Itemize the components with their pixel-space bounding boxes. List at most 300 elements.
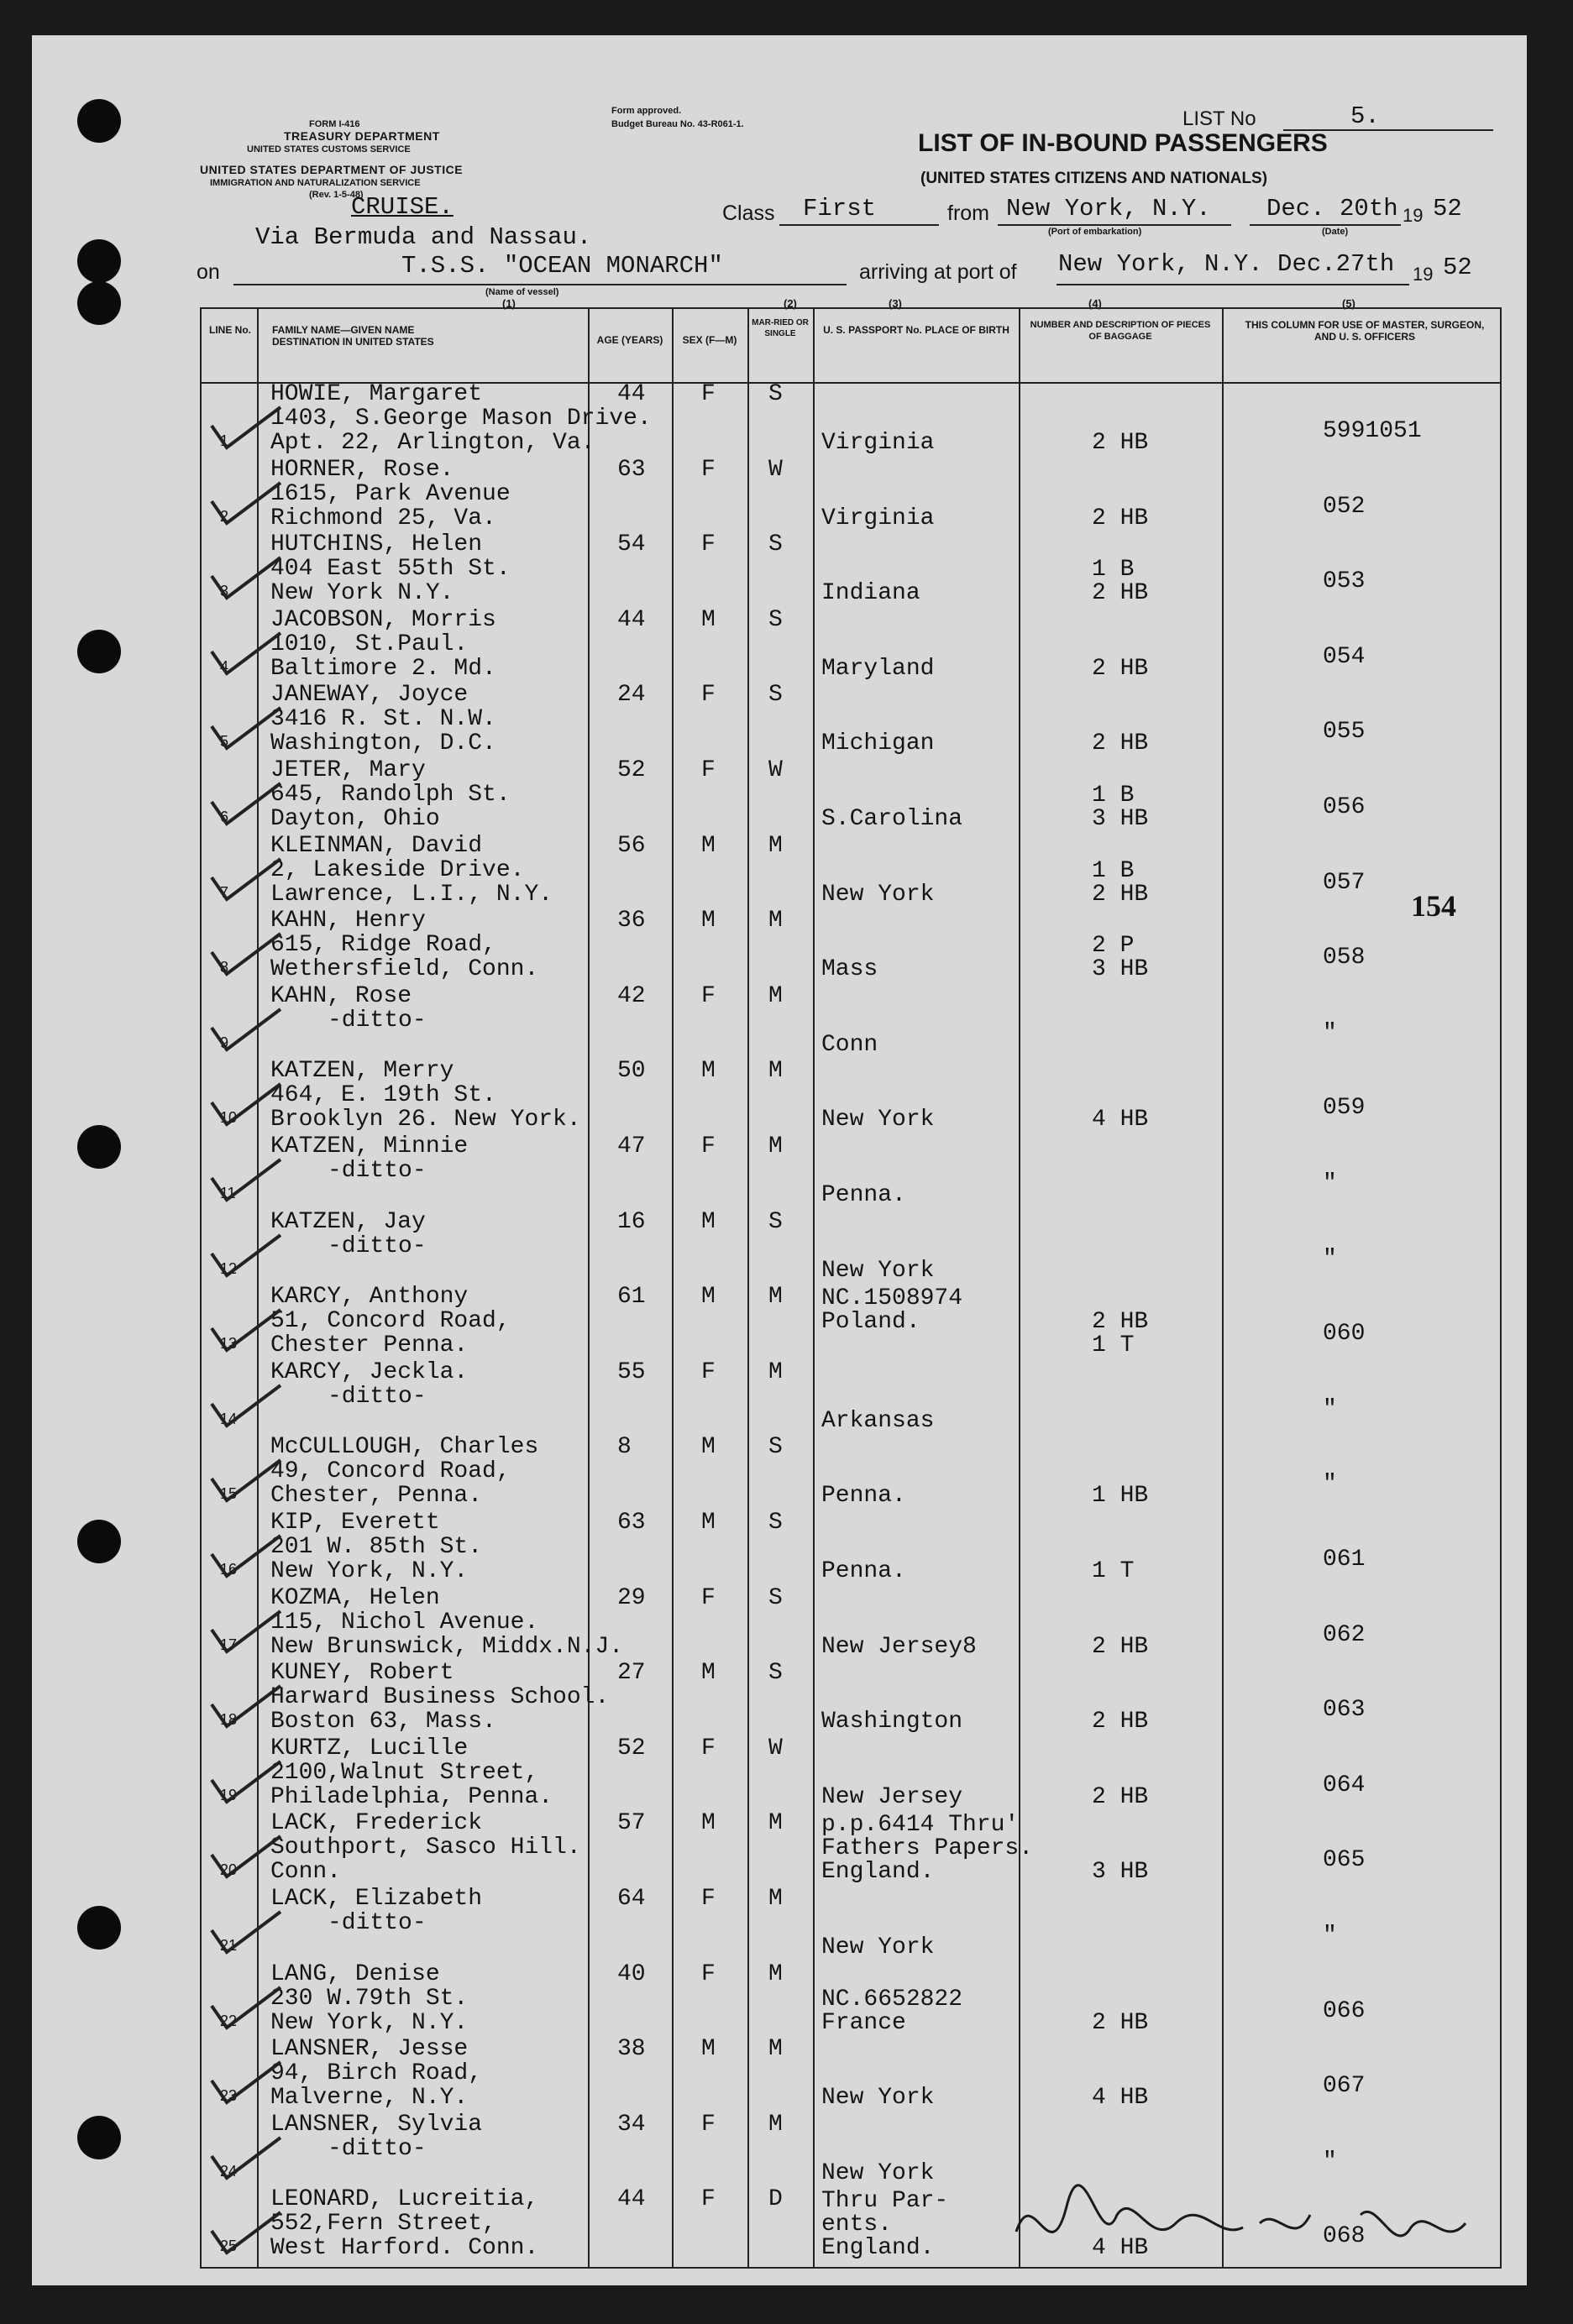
passenger-name: JETER, Mary	[270, 757, 426, 783]
sex-value: M	[701, 1284, 716, 1311]
birthplace: Virginia	[821, 430, 935, 456]
col-num-5: (5)	[1342, 297, 1355, 310]
check-mark-icon	[208, 476, 284, 526]
passenger-name: LANG, Denise	[270, 1960, 440, 1987]
sex-value: M	[701, 1208, 716, 1235]
officer-number: "	[1323, 1923, 1337, 1949]
birthplace: Penna.	[821, 1558, 906, 1584]
age-value: 47	[617, 1133, 646, 1159]
page-subtitle: (UNITED STATES CITIZENS AND NATIONALS)	[920, 170, 1268, 187]
marital-status: M	[768, 1058, 783, 1085]
passenger-name: McCULLOUGH, Charles	[270, 1434, 539, 1461]
officer-number: 061	[1323, 1547, 1366, 1573]
age-value: 61	[617, 1284, 646, 1311]
birthplace: France	[821, 2009, 906, 2036]
birthplace: New York	[821, 1257, 935, 1284]
table-row	[202, 910, 1500, 985]
sex-value: F	[701, 982, 716, 1009]
birthplace: Washington	[821, 1709, 963, 1735]
marital-status: W	[768, 456, 783, 483]
line-number: 17	[220, 1636, 238, 1653]
officer-number: "	[1323, 1019, 1337, 1046]
birthplace: New York	[821, 1934, 935, 1960]
officer-number: 5991051	[1323, 418, 1422, 444]
line-number: 10	[220, 1109, 238, 1127]
passenger-name: KARCY, Jeckla.	[270, 1358, 469, 1385]
birthplace: New Jersey8	[821, 1633, 977, 1660]
baggage-line-1: 1 B	[1092, 557, 1135, 584]
passenger-name: HORNER, Rose.	[270, 456, 454, 483]
punch-hole	[77, 1520, 121, 1563]
marital-status: M	[768, 982, 783, 1009]
address-line: 2100,Walnut Street,	[270, 1759, 539, 1786]
baggage-line-2: 2 HB	[1092, 430, 1149, 456]
age-value: 44	[617, 381, 646, 407]
birthplace: New York	[821, 1107, 935, 1133]
marital-status: W	[768, 757, 783, 783]
birthplace: New York	[821, 881, 935, 908]
table-row	[202, 456, 1500, 534]
age-value: 29	[617, 1584, 646, 1611]
vessel-line	[233, 284, 847, 285]
passenger-name: LANSNER, Jesse	[270, 2036, 469, 2063]
officer-number: 052	[1323, 493, 1366, 520]
sex-value: M	[701, 908, 716, 934]
baggage-line-1: 2 P	[1092, 933, 1135, 960]
address-line: 49, Concord Road,	[270, 1458, 511, 1485]
class-value: First	[803, 195, 877, 222]
officer-number: 064	[1323, 1772, 1366, 1798]
passport-line-2: Poland.	[821, 1309, 920, 1336]
class-line	[779, 224, 939, 226]
line-number: 9	[220, 1034, 229, 1051]
officer-number: 065	[1323, 1847, 1366, 1874]
baggage-line-2: 2 HB	[1092, 1633, 1149, 1660]
baggage-line-2: 2 HB	[1092, 2009, 1149, 2036]
line-number: 25	[220, 2238, 238, 2255]
sex-value: F	[701, 2186, 716, 2213]
birthplace: Conn	[821, 1031, 878, 1058]
officer-number: 055	[1323, 719, 1366, 746]
officer-number: 058	[1323, 945, 1366, 971]
passenger-name: HOWIE, Margaret	[270, 381, 483, 407]
address-line: 1010, St.Paul.	[270, 631, 469, 657]
age-value: 44	[617, 606, 646, 633]
line-number: 7	[220, 883, 229, 901]
vessel-caption: (Name of vessel)	[485, 287, 559, 297]
destination-line: Apt. 22, Arlington, Va.	[270, 430, 595, 456]
marital-status: M	[768, 1358, 783, 1385]
form-revision: (Rev. 1-5-48)	[309, 190, 364, 200]
baggage-line-2: 3 HB	[1092, 806, 1149, 832]
age-value: 50	[617, 1058, 646, 1085]
address-line: -ditto-	[328, 2135, 427, 2162]
baggage-line-2: 4 HB	[1092, 2085, 1149, 2112]
marital-status: M	[768, 1810, 783, 1837]
address-line: Harward Business School.	[270, 1684, 610, 1711]
age-value: 36	[617, 908, 646, 934]
col-num-3: (3)	[889, 297, 902, 310]
marital-status: W	[768, 1735, 783, 1761]
marital-status: S	[768, 682, 783, 709]
line-number: 22	[220, 2012, 238, 2029]
age-value: 38	[617, 2036, 646, 2063]
sex-value: F	[701, 1886, 716, 1912]
officer-number: 057	[1323, 869, 1366, 896]
check-mark-icon	[208, 1153, 284, 1203]
officer-number: 062	[1323, 1621, 1366, 1648]
baggage-line-1: 1 B	[1092, 783, 1135, 809]
address-line: -ditto-	[328, 1233, 427, 1259]
year-1: 52	[1433, 195, 1462, 222]
check-mark-icon	[208, 2131, 284, 2181]
passenger-name: LACK, Elizabeth	[270, 1886, 483, 1912]
age-value: 52	[617, 1735, 646, 1761]
age-value: 24	[617, 682, 646, 709]
col-num-4: (4)	[1088, 297, 1102, 310]
destination-line: New York, N.Y.	[270, 1558, 469, 1584]
sex-value: F	[701, 1584, 716, 1611]
check-mark-icon	[208, 400, 284, 451]
sex-value: F	[701, 456, 716, 483]
age-value: 63	[617, 456, 646, 483]
table-row	[202, 684, 1500, 759]
destination-line: Philadelphia, Penna.	[270, 1783, 553, 1810]
address-line: 552,Fern Street,	[270, 2211, 496, 2238]
check-mark-icon	[208, 551, 284, 601]
year-prefix-2: 19	[1413, 264, 1434, 285]
punch-hole	[77, 2116, 121, 2159]
baggage-line-2: 1 T	[1092, 1332, 1135, 1359]
sex-value: M	[701, 1058, 716, 1085]
marital-status: M	[768, 908, 783, 934]
destination-line: Chester, Penna.	[270, 1483, 483, 1510]
passenger-name: KAHN, Henry	[270, 908, 426, 934]
sex-value: M	[701, 606, 716, 633]
table-row	[202, 1434, 1500, 1511]
manifest-sheet	[32, 35, 1527, 2285]
baggage-line-2: 2 HB	[1092, 730, 1149, 757]
table-row	[202, 1208, 1500, 1286]
from-label: from	[947, 202, 989, 225]
officer-number: "	[1323, 1471, 1337, 1498]
baggage-line-2: 2 HB	[1092, 655, 1149, 682]
officer-number: 056	[1323, 794, 1366, 820]
check-mark-icon	[208, 1077, 284, 1128]
date-from: Dec. 20th	[1266, 195, 1398, 222]
address-line: 1615, Park Avenue	[270, 480, 511, 507]
check-mark-icon	[208, 1981, 284, 2031]
marital-status: M	[768, 1133, 783, 1159]
passenger-name: KATZEN, Minnie	[270, 1133, 469, 1159]
officer-number: "	[1323, 2148, 1337, 2175]
marital-status: S	[768, 1584, 783, 1611]
col-num-2: (2)	[784, 297, 797, 310]
line-number: 3	[220, 583, 229, 600]
age-value: 16	[617, 1208, 646, 1235]
address-line: Southport, Sasco Hill.	[270, 1835, 581, 1861]
baggage-line-1: 1 B	[1092, 857, 1135, 884]
birthplace: New York	[821, 2159, 935, 2186]
passenger-name: KAHN, Rose	[270, 982, 412, 1009]
destination-line: Brooklyn 26. New York.	[270, 1107, 581, 1133]
vessel-name: T.S.S. "OCEAN MONARCH"	[401, 252, 723, 280]
birthplace: Arkansas	[821, 1407, 935, 1434]
destination-line: Lawrence, L.I., N.Y.	[270, 881, 553, 908]
marital-status: M	[768, 1284, 783, 1311]
destination-line: Richmond 25, Va.	[270, 505, 496, 531]
passenger-name: KLEINMAN, David	[270, 832, 483, 859]
form-approved: Form approved.	[611, 106, 682, 116]
age-value: 57	[617, 1810, 646, 1837]
dept-customs: UNITED STATES CUSTOMS SERVICE	[247, 144, 411, 154]
from-value: New York, N.Y.	[1006, 195, 1211, 222]
baggage-line-2: 2 HB	[1092, 881, 1149, 908]
birthplace: Michigan	[821, 730, 935, 757]
passenger-name: JANEWAY, Joyce	[270, 682, 469, 709]
punch-hole	[77, 99, 121, 143]
destination-line: Malverne, N.Y.	[270, 2085, 469, 2112]
check-mark-icon	[208, 626, 284, 677]
officer-number: 063	[1323, 1697, 1366, 1724]
passenger-name: KARCY, Anthony	[270, 1284, 469, 1311]
officer-number: 053	[1323, 568, 1366, 595]
sex-value: M	[701, 1434, 716, 1461]
table-row	[202, 1810, 1500, 1887]
marital-status: S	[768, 1208, 783, 1235]
cruise-label: CRUISE.	[351, 193, 454, 221]
passenger-table	[200, 307, 1502, 2269]
check-mark-icon	[208, 1755, 284, 1805]
officer-number: "	[1323, 1395, 1337, 1422]
passenger-name: KATZEN, Merry	[270, 1058, 454, 1085]
line-number: 21	[220, 1937, 238, 1954]
on-label: on	[197, 260, 220, 284]
table-row	[202, 982, 1500, 1060]
line-number: 2	[220, 507, 229, 525]
age-value: 52	[617, 757, 646, 783]
marital-status: S	[768, 1434, 783, 1461]
dept-treasury: TREASURY DEPARTMENT	[284, 129, 440, 143]
line-number: 16	[220, 1561, 238, 1578]
birthplace: England.	[821, 1859, 935, 1886]
passport-line-1: Thru Par-	[821, 2188, 949, 2215]
address-line: 404 East 55th St.	[270, 556, 511, 583]
marital-status: M	[768, 2036, 783, 2063]
line-number: 19	[220, 1786, 238, 1803]
age-value: 34	[617, 2111, 646, 2138]
marital-status: D	[768, 2186, 783, 2213]
officer-number: 067	[1323, 2073, 1366, 2100]
age-value: 44	[617, 2186, 646, 2213]
birthplace: Virginia	[821, 505, 935, 531]
destination-line: New Brunswick, Middx.N.J.	[270, 1633, 624, 1660]
passenger-name: KIP, Everett	[270, 1510, 440, 1536]
punch-hole	[77, 239, 121, 283]
check-mark-icon	[208, 852, 284, 903]
baggage-line-2: 2 HB	[1092, 505, 1149, 531]
punch-hole	[77, 1125, 121, 1169]
line-number: 4	[220, 657, 229, 675]
class-label: Class	[722, 202, 775, 225]
year-2: 52	[1443, 254, 1472, 281]
form-number: FORM I-416	[309, 119, 360, 129]
marital-status: M	[768, 1886, 783, 1912]
check-mark-icon	[208, 1002, 284, 1053]
passport-line-1: NC.1508974	[821, 1285, 963, 1312]
line-number: 20	[220, 1861, 238, 1879]
table-row	[202, 1358, 1500, 1437]
marital-status: S	[768, 606, 783, 633]
punch-hole	[77, 281, 121, 325]
table-row	[202, 1584, 1500, 1662]
marital-status: S	[768, 381, 783, 407]
table-row	[202, 832, 1500, 910]
marital-status: S	[768, 531, 783, 558]
sex-value: F	[701, 682, 716, 709]
check-mark-icon	[208, 1529, 284, 1579]
birthplace: Penna.	[821, 1182, 906, 1208]
age-value: 56	[617, 832, 646, 859]
destination-line: Boston 63, Mass.	[270, 1709, 496, 1735]
destination-line: New York N.Y.	[270, 580, 454, 607]
passenger-name: HUTCHINS, Helen	[270, 531, 483, 558]
age-value: 54	[617, 531, 646, 558]
header-name: FAMILY NAME—GIVEN NAME DESTINATION IN UNITED STATES	[272, 324, 434, 348]
check-mark-icon	[208, 1379, 284, 1429]
address-line: -ditto-	[328, 1383, 427, 1410]
passenger-name: LEONARD, Lucreitia,	[270, 2186, 539, 2213]
passport-line-2: ents.	[821, 2211, 893, 2238]
header-age: AGE (YEARS)	[596, 334, 663, 346]
header-line-no: LINE No.	[209, 324, 251, 336]
sex-value: F	[701, 1735, 716, 1761]
destination-line: Conn.	[270, 1859, 342, 1886]
officer-number: "	[1323, 1170, 1337, 1196]
annotation-154: 154	[1411, 889, 1456, 923]
sex-value: M	[701, 832, 716, 859]
sex-value: M	[701, 2036, 716, 2063]
passenger-name: KOZMA, Helen	[270, 1584, 440, 1611]
line-number: 6	[220, 809, 229, 825]
check-mark-icon	[208, 701, 284, 751]
birthplace: New York	[821, 2085, 935, 2112]
address-line: 94, Birch Road,	[270, 2060, 483, 2087]
baggage-line-2: 1 T	[1092, 1558, 1135, 1584]
sex-value: F	[701, 531, 716, 558]
sex-value: M	[701, 1810, 716, 1837]
header-officers: THIS COLUMN FOR USE OF MASTER, SURGEON, AND U. S. OFFICERS	[1245, 319, 1485, 343]
passport-line-2: NC.6652822	[821, 1986, 963, 2013]
signature-scrawl	[1008, 2181, 1478, 2274]
baggage-line-2: 2 HB	[1092, 580, 1149, 607]
table-row	[202, 757, 1500, 835]
sex-value: M	[701, 1510, 716, 1536]
arrival-line	[1057, 284, 1409, 285]
baggage-line-1: 2 HB	[1092, 1309, 1149, 1336]
sex-value: F	[701, 381, 716, 407]
address-line: 230 W.79th St.	[270, 1985, 469, 2012]
header-married: MAR-RIED OR SINGLE	[752, 318, 809, 338]
dept-justice: UNITED STATES DEPARTMENT OF JUSTICE	[200, 163, 464, 176]
passport-line-1: p.p.6414 Thru'	[821, 1812, 1020, 1839]
table-row	[202, 531, 1500, 609]
baggage-line-2: 1 HB	[1092, 1483, 1149, 1510]
birthplace: Mass	[821, 956, 878, 983]
address-line: 615, Ridge Road,	[270, 932, 496, 959]
check-mark-icon	[208, 1228, 284, 1279]
passenger-name: KUNEY, Robert	[270, 1660, 454, 1687]
table-row	[202, 2036, 1500, 2113]
age-value: 64	[617, 1886, 646, 1912]
baggage-line-2: 2 HB	[1092, 1783, 1149, 1810]
line-number: 11	[220, 1185, 236, 1201]
check-mark-icon	[208, 1679, 284, 1730]
check-mark-icon	[208, 1829, 284, 1880]
birthplace: England.	[821, 2235, 935, 2262]
route-via: Via Bermuda and Nassau.	[255, 223, 592, 251]
table-row	[202, 606, 1500, 684]
destination-line: West Harford. Conn.	[270, 2235, 539, 2262]
table-row	[202, 1960, 1500, 2039]
check-mark-icon	[208, 2206, 284, 2256]
birthplace: New Jersey	[821, 1783, 963, 1810]
address-line: -ditto-	[328, 1007, 427, 1034]
address-line: 115, Nichol Avenue.	[270, 1609, 539, 1636]
check-mark-icon	[208, 927, 284, 977]
age-value: 40	[617, 1960, 646, 1987]
date-line	[1250, 224, 1401, 226]
year-prefix-1: 19	[1403, 205, 1424, 226]
sex-value: F	[701, 2111, 716, 2138]
dept-immigration: IMMIGRATION AND NATURALIZATION SERVICE	[210, 178, 421, 188]
address-line: -ditto-	[328, 1910, 427, 1936]
sex-value: F	[701, 1133, 716, 1159]
sex-value: F	[701, 1358, 716, 1385]
check-mark-icon	[208, 2055, 284, 2106]
table-row	[202, 2111, 1500, 2189]
line-number: 8	[220, 959, 229, 976]
baggage-line-2: 3 HB	[1092, 1859, 1149, 1886]
passport-line-2: Fathers Papers.	[821, 1835, 1034, 1862]
table-row	[202, 1662, 1500, 1737]
punch-hole	[77, 630, 121, 673]
address-line: 3416 R. St. N.W.	[270, 706, 496, 733]
officer-number: 066	[1323, 1997, 1366, 2024]
birthplace: Indiana	[821, 580, 920, 607]
officer-number: 060	[1323, 1321, 1366, 1348]
birthplace: S.Carolina	[821, 806, 963, 832]
officer-number: 059	[1323, 1095, 1366, 1122]
list-no-label: LIST No	[1182, 107, 1256, 130]
officer-number: 054	[1323, 643, 1366, 670]
header-sex: SEX (F—M)	[682, 334, 737, 346]
address-line: 645, Randolph St.	[270, 782, 511, 808]
check-mark-icon	[208, 1303, 284, 1353]
age-value: 42	[617, 982, 646, 1009]
baggage-line-2: 2 HB	[1092, 1709, 1149, 1735]
header-baggage: NUMBER AND DESCRIPTION OF PIECES OF BAGGAGE	[1030, 320, 1211, 342]
passenger-name: KATZEN, Jay	[270, 1208, 426, 1235]
marital-status: S	[768, 1510, 783, 1536]
birthplace: Penna.	[821, 1483, 906, 1510]
officer-number: "	[1323, 1245, 1337, 1272]
line-number: 14	[220, 1410, 238, 1427]
check-mark-icon	[208, 1604, 284, 1655]
punch-hole	[77, 1906, 121, 1950]
table-row	[202, 1888, 1500, 1963]
address-line: 2, Lakeside Drive.	[270, 856, 525, 883]
